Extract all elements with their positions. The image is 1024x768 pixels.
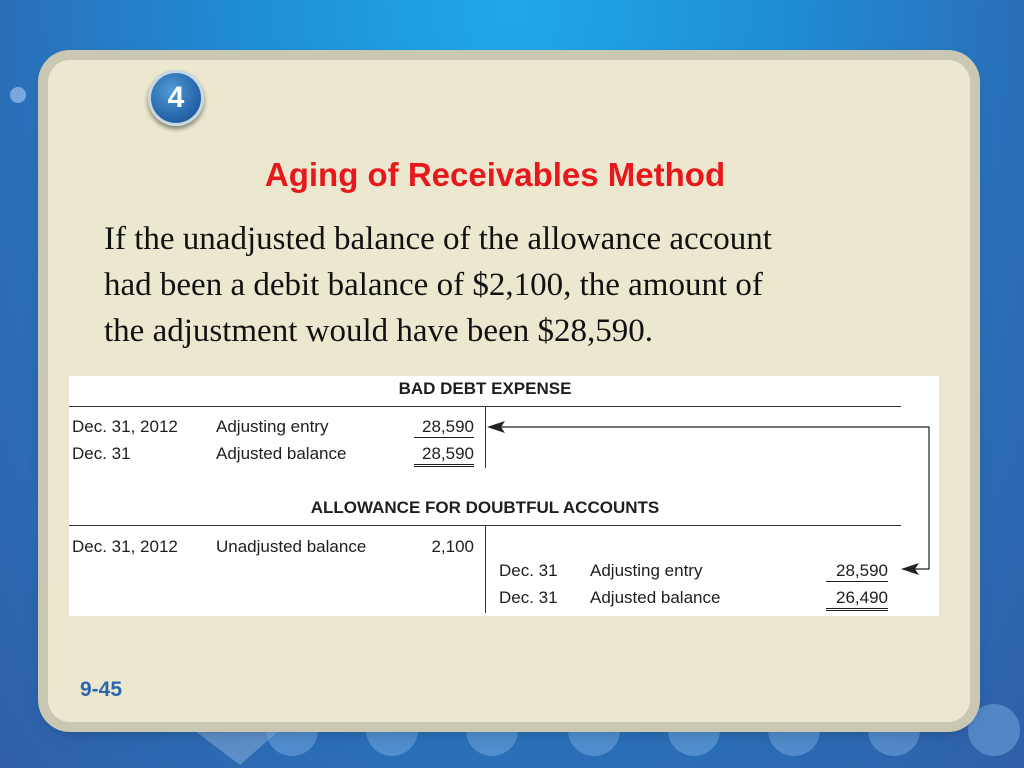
account-title-bad-debt-expense: BAD DEBT EXPENSE [398, 379, 572, 398]
t-account-exhibit [69, 376, 939, 616]
entry-date: Dec. 31 [499, 588, 558, 607]
entry-description: Adjusting entry [590, 561, 703, 580]
entry-date: Dec. 31 [499, 561, 558, 580]
entry-date: Dec. 31 [72, 444, 131, 463]
connector-arrow [69, 376, 939, 616]
slide-number: 9-45 [80, 678, 123, 701]
decor-dot [968, 704, 1020, 756]
entry-amount: 28,590 [414, 444, 474, 467]
entry-date: Dec. 31, 2012 [72, 417, 178, 436]
entry-amount: 26,490 [826, 588, 888, 611]
slide-title: Aging of Receivables Method [264, 156, 726, 193]
entry-description: Adjusting entry [216, 417, 329, 436]
decor-dot [10, 87, 26, 103]
body-paragraph [104, 216, 934, 354]
entry-description: Adjusted balance [590, 588, 721, 607]
step-number-badge: 4 [148, 70, 204, 126]
entry-description: Unadjusted balance [216, 537, 367, 556]
entry-amount: 2,100 [431, 537, 474, 556]
body-line: If the unadjusted balance of the allowance account [104, 221, 772, 257]
entry-amount: 28,590 [826, 561, 888, 582]
account-title-allowance: ALLOWANCE FOR DOUBTFUL ACCOUNTS [310, 498, 660, 517]
body-line: the adjustment would have been $28,590. [104, 313, 653, 349]
body-line: had been a debit balance of $2,100, the amount of [104, 267, 763, 303]
entry-date: Dec. 31, 2012 [72, 537, 178, 556]
entry-amount: 28,590 [414, 417, 474, 438]
entry-description: Adjusted balance [216, 444, 347, 463]
